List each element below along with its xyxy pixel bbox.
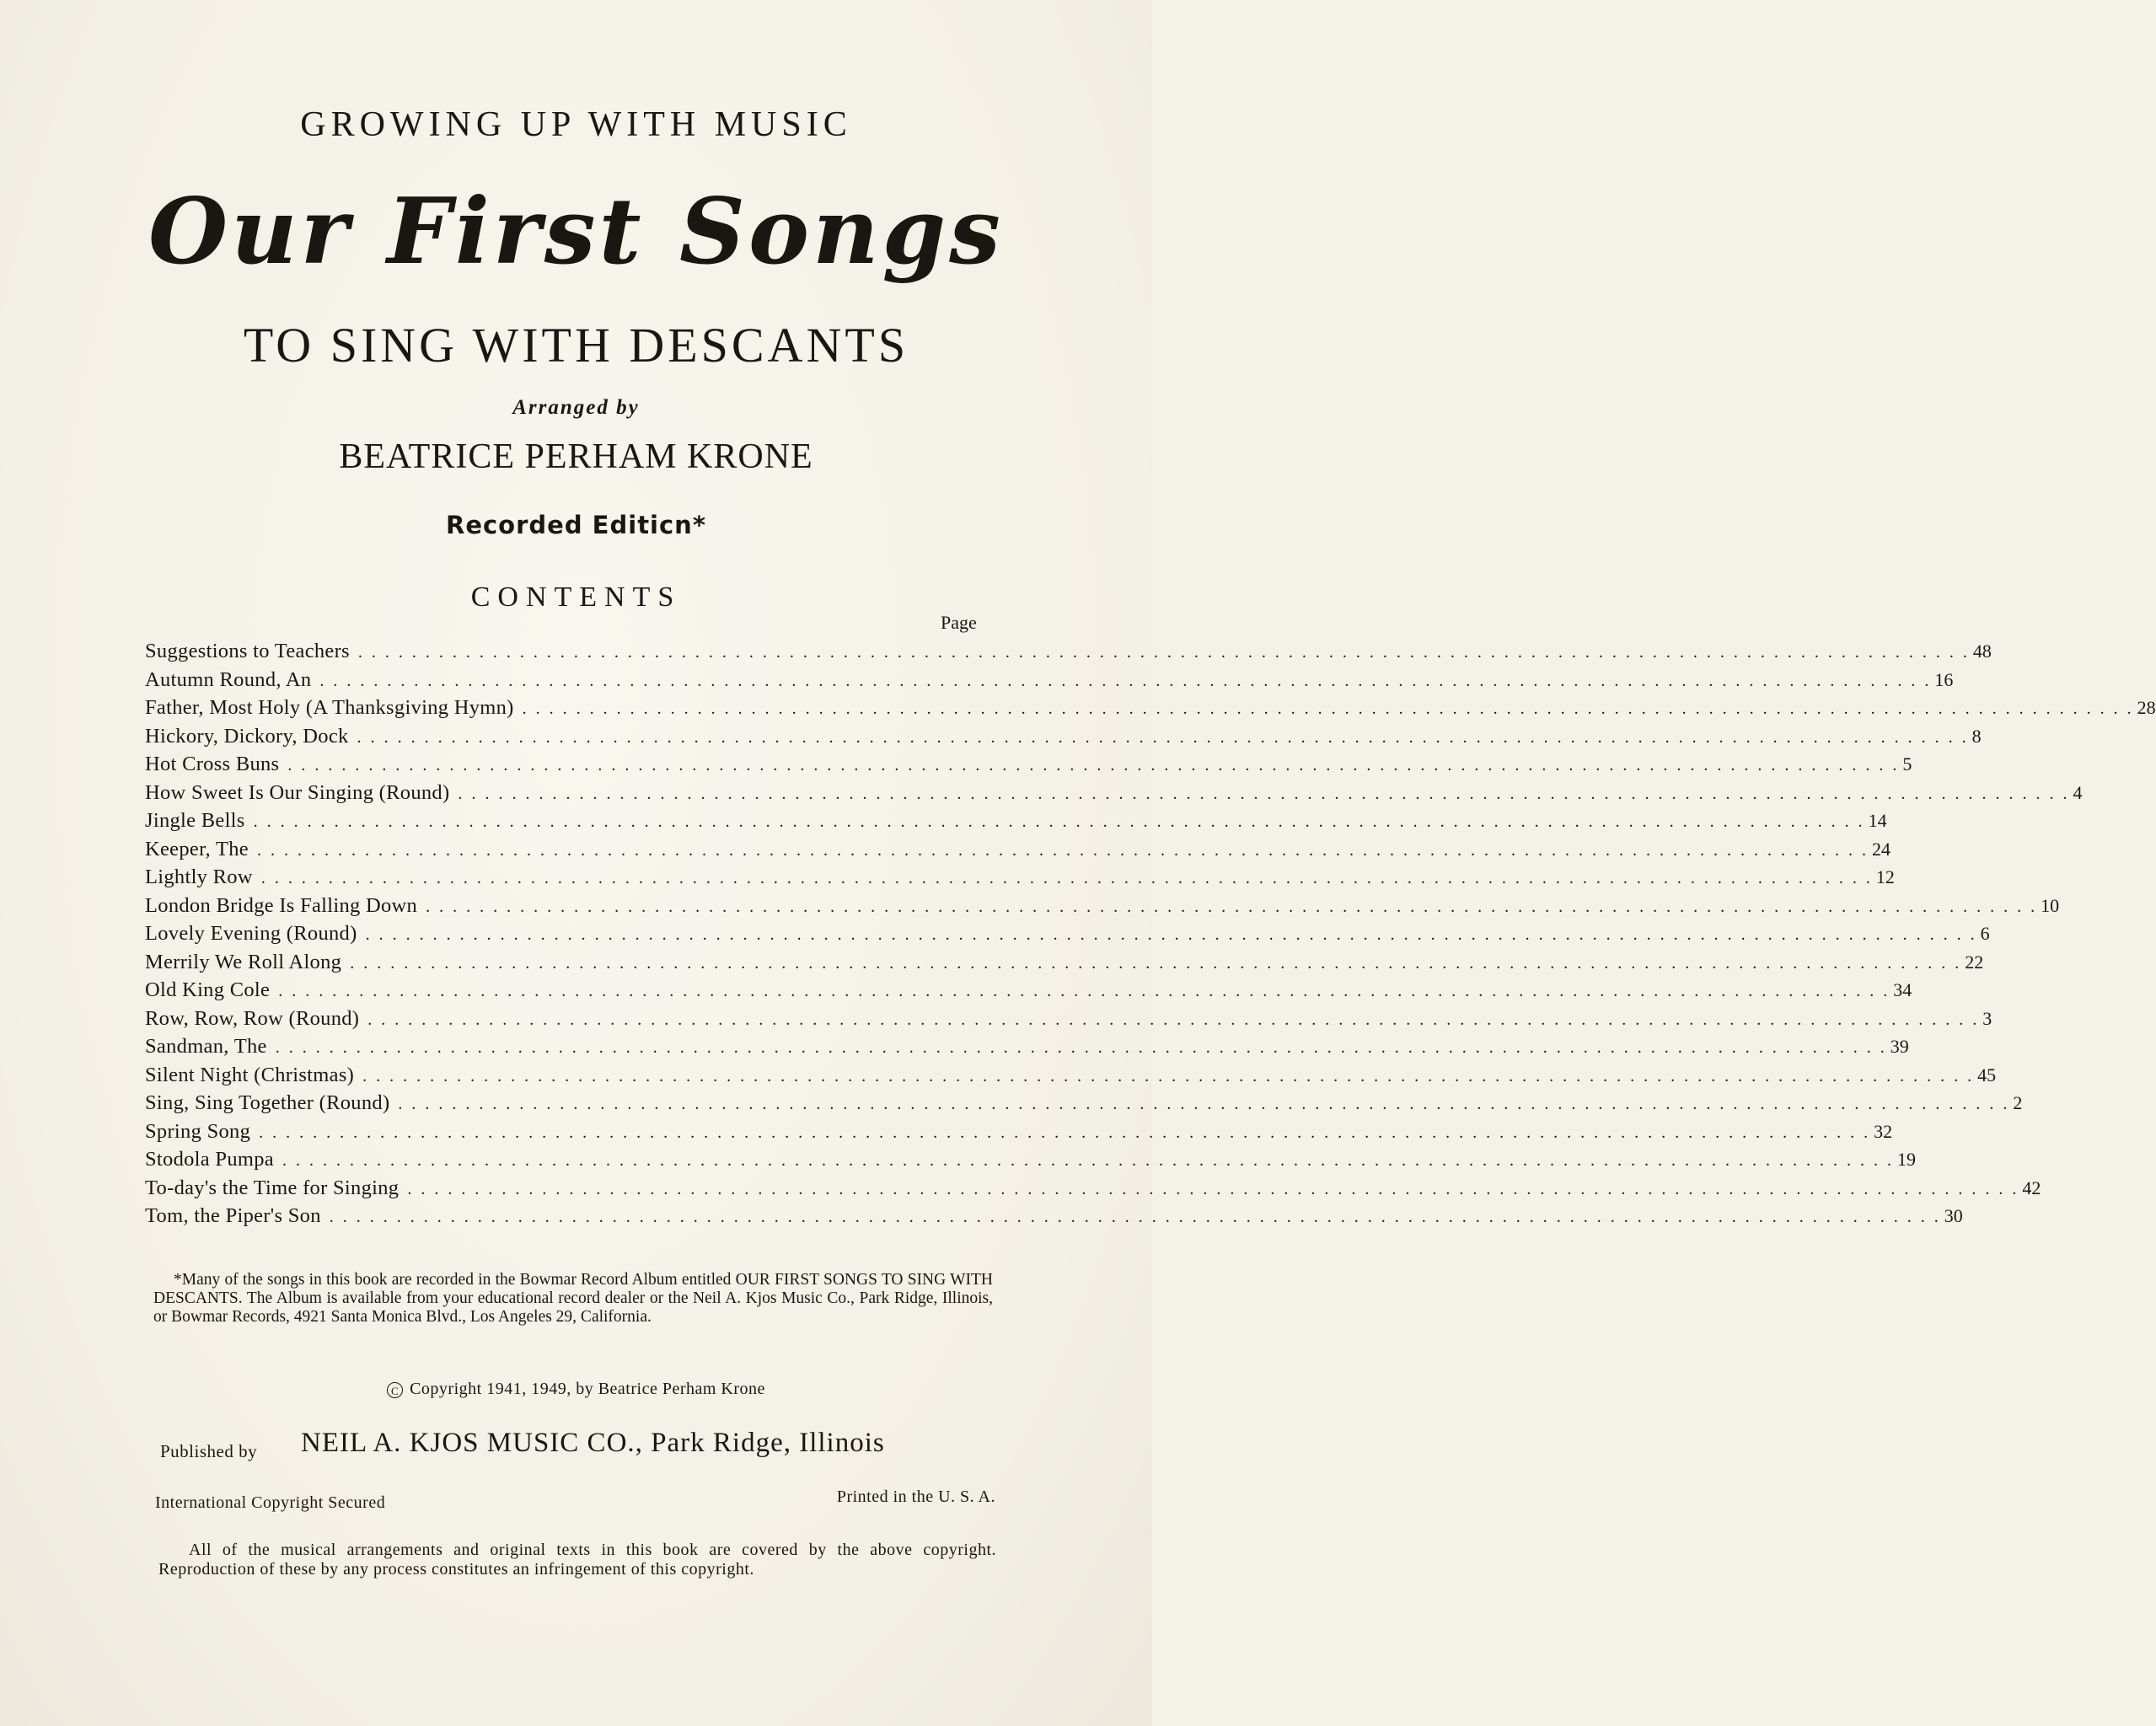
toc-entry-title: Merrily We Roll Along — [145, 950, 342, 973]
copyright-text: Copyright 1941, 1949, by Beatrice Perham Krone — [410, 1380, 765, 1398]
toc-leader-dots: . . . . . . . . . . . . . . . . . . . . . . . . . . . . . . . . . . . . . . . . . . . . . . . . . . . . . . . . . . . . . . . . . . . . . . . . . . . . . . . . . . . . . . . . . . . . . . . . . . . . . . . . . . . . . . . . . . . . . . . . — [253, 812, 1865, 831]
toc-entry — [145, 1145, 1916, 1174]
toc-entry-page: 14 — [1868, 810, 1887, 831]
toc-entry — [145, 1005, 1992, 1033]
toc-entry — [145, 637, 1992, 666]
toc-entry-page: 3 — [1982, 1007, 1992, 1029]
toc-entry-title: To-day's the Time for Singing — [145, 1176, 400, 1199]
toc-entry — [145, 1061, 1997, 1090]
toc-entry-page: 2 — [2013, 1092, 2023, 1113]
toc-leader-dots: . . . . . . . . . . . . . . . . . . . . . . . . . . . . . . . . . . . . . . . . . . . . . . . . . . . . . . . . . . . . . . . . . . . . . . . . . . . . . . . . . . . . . . . . . . . . . . . . . . . . . . . . . . . . . . . . . . . . . . . . — [282, 1151, 1894, 1170]
series-title: GROWING UP WITH MUSIC — [300, 105, 852, 144]
toc-entry-title: Father, Most Holy (A Thanksgiving Hymn) — [145, 696, 514, 719]
toc-entry — [145, 948, 1984, 977]
toc-entry-title: Sing, Sing Together (Round) — [145, 1091, 390, 1114]
publisher-name: NEIL A. KJOS MUSIC CO., Park Ridge, Illinois — [301, 1428, 885, 1458]
toc-entry-page: 42 — [2022, 1177, 2041, 1198]
toc-leader-dots: . . . . . . . . . . . . . . . . . . . . . . . . . . . . . . . . . . . . . . . . . . . . . . . . . . . . . . . . . . . . . . . . . . . . . . . . . . . . . . . . . . . . . . . . . . . . . . . . . . . . . . . . . . . . . . . . . . . . . . . . — [362, 1066, 1975, 1085]
toc-leader-dots: . . . . . . . . . . . . . . . . . . . . . . . . . . . . . . . . . . . . . . . . . . . . . . . . . . . . . . . . . . . . . . . . . . . . . . . . . . . . . . . . . . . . . . . . . . . . . . . . . . . . . . . . . . . . . . . . . . . . . . . . — [278, 982, 1891, 1000]
toc-entry-page: 22 — [1965, 951, 1984, 973]
copyright-icon: C — [387, 1382, 403, 1398]
toc-leader-dots: . . . . . . . . . . . . . . . . . . . . . . . . . . . . . . . . . . . . . . . . . . . . . . . . . . . . . . . . . . . . . . . . . . . . . . . . . . . . . . . . . . . . . . . . . . . . . . . . . . . . . . . . . . . . . . . . . . . . . . . . — [287, 756, 1900, 775]
arranged-by-label: Arranged by — [512, 396, 640, 419]
toc-entry-title: Row, Row, Row (Round) — [145, 1006, 360, 1030]
toc-entry — [145, 892, 2060, 920]
edition-label: Recorded Editicn* — [445, 511, 706, 539]
toc-leader-dots: . . . . . . . . . . . . . . . . . . . . . . . . . . . . . . . . . . . . . . . . . . . . . . . . . . . . . . . . . . . . . . . . . . . . . . . . . . . . . . . . . . . . . . . . . . . . . . . . . . . . . . . . . . . . . . . . . . . . . . . . — [319, 671, 1932, 690]
recording-footnote: *Many of the songs in this book are recorded in the Bowmar Record Album entitled OUR FIRST SONGS TO SING WITH DESCANTS. The Album is available from your educational record dealer or the Neil A. Kjos Music Co., Park Ridge, Illinois, or Bowmar Records, 4921 Santa Monica Blvd., Los Angeles 29, California. — [153, 1271, 993, 1326]
toc-leader-dots: . . . . . . . . . . . . . . . . . . . . . . . . . . . . . . . . . . . . . . . . . . . . . . . . . . . . . . . . . . . . . . . . . . . . . . . . . . . . . . . . . . . . . . . . . . . . . . . . . . . . . . . . . . . . . . . . . . . . . . . . — [357, 727, 1969, 747]
book-subtitle: TO SING WITH DESCANTS — [243, 318, 909, 373]
book-title: Our First Songs — [148, 179, 1004, 285]
toc-entry-page: 12 — [1875, 866, 1895, 887]
toc-entry-title: London Bridge Is Falling Down — [145, 893, 418, 917]
toc-leader-dots: . . . . . . . . . . . . . . . . . . . . . . . . . . . . . . . . . . . . . . . . . . . . . . . . . . . . . . . . . . . . . . . . . . . . . . . . . . . . . . . . . . . . . . . . . . . . . . . . . . . . . . . . . . . . . . . . . . . . . . . . — [357, 643, 1970, 662]
toc-entry — [145, 835, 1891, 864]
toc-leader-dots: . . . . . . . . . . . . . . . . . . . . . . . . . . . . . . . . . . . . . . . . . . . . . . . . . . . . . . . . . . . . . . . . . . . . . . . . . . . . . . . . . . . . . . . . . . . . . . . . . . . . . . . . . . . . . . . . . . . . . . . . — [329, 1208, 1941, 1226]
toc-leader-dots: . . . . . . . . . . . . . . . . . . . . . . . . . . . . . . . . . . . . . . . . . . . . . . . . . . . . . . . . . . . . . . . . . . . . . . . . . . . . . . . . . . . . . . . . . . . . . . . . . . . . . . . . . . . . . . . . . . . . . . . . — [365, 925, 1977, 944]
toc-entry-page: 4 — [2073, 781, 2083, 803]
toc-entry — [145, 694, 2156, 722]
author-name: BEATRICE PERHAM KRONE — [339, 437, 813, 476]
toc-entry-title: Spring Song — [145, 1119, 251, 1143]
toc-leader-dots: . . . . . . . . . . . . . . . . . . . . . . . . . . . . . . . . . . . . . . . . . . . . . . . . . . . . . . . . . . . . . . . . . . . . . . . . . . . . . . . . . . . . . . . . . . . . . . . . . . . . . . . . . . . . . . . . . . . . . . . . — [398, 1095, 2010, 1113]
toc-entry — [145, 1118, 1893, 1146]
toc-entry — [145, 919, 1990, 948]
toc-entry-title: Stodola Pumpa — [145, 1148, 274, 1171]
toc-entry — [145, 863, 1895, 892]
contents-heading: CONTENTS — [470, 582, 682, 613]
toc-entry-page: 10 — [2041, 894, 2060, 916]
toc-entry-title: Jingle Bells — [145, 809, 245, 832]
toc-entry-title: Suggestions to Teachers — [145, 640, 350, 662]
toc-entry-title: Lightly Row — [145, 866, 253, 888]
copyright-line — [0, 1380, 1152, 1399]
toc-leader-dots: . . . . . . . . . . . . . . . . . . . . . . . . . . . . . . . . . . . . . . . . . . . . . . . . . . . . . . . . . . . . . . . . . . . . . . . . . . . . . . . . . . . . . . . . . . . . . . . . . . . . . . . . . . . . . . . . . . . . . . . . — [458, 784, 2070, 803]
toc-entry-page: 28 — [2137, 697, 2156, 718]
toc-entry-page: 8 — [1971, 725, 1982, 747]
toc-entry — [145, 1089, 2023, 1118]
toc-leader-dots: . . . . . . . . . . . . . . . . . . . . . . . . . . . . . . . . . . . . . . . . . . . . . . . . . . . . . . . . . . . . . . . . . . . . . . . . . . . . . . . . . . . . . . . . . . . . . . . . . . . . . . . . . . . . . . . . . . . . . . . . — [407, 1179, 2019, 1198]
toc-entry-page: 48 — [1972, 641, 1992, 662]
toc-leader-dots: . . . . . . . . . . . . . . . . . . . . . . . . . . . . . . . . . . . . . . . . . . . . . . . . . . . . . . . . . . . . . . . . . . . . . . . . . . . . . . . . . . . . . . . . . . . . . . . . . . . . . . . . . . . . . . . . . . . . . . . . — [256, 840, 1869, 860]
toc-entry-page: 5 — [1902, 753, 1912, 775]
table-of-contents — [145, 637, 2156, 1230]
toc-entry — [145, 779, 2083, 807]
toc-entry-page: 32 — [1874, 1120, 1893, 1142]
page-column-label: Page — [941, 612, 977, 633]
published-by-label: Published by — [160, 1441, 258, 1461]
international-copyright: International Copyright Secured — [155, 1493, 386, 1512]
toc-entry-title: Keeper, The — [145, 837, 249, 860]
toc-entry — [145, 722, 1982, 751]
toc-leader-dots: . . . . . . . . . . . . . . . . . . . . . . . . . . . . . . . . . . . . . . . . . . . . . . . . . . . . . . . . . . . . . . . . . . . . . . . . . . . . . . . . . . . . . . . . . . . . . . . . . . . . . . . . . . . . . . . . . . . . . . . . — [259, 1123, 1871, 1142]
toc-entry-page: 19 — [1896, 1149, 1916, 1170]
toc-entry-title: Old King Cole — [145, 978, 271, 1001]
toc-entry-title: Silent Night (Christmas) — [145, 1063, 355, 1086]
toc-entry-title: How Sweet Is Our Singing (Round) — [145, 780, 450, 804]
toc-entry-title: Hot Cross Buns — [145, 753, 280, 775]
toc-leader-dots: . . . . . . . . . . . . . . . . . . . . . . . . . . . . . . . . . . . . . . . . . . . . . . . . . . . . . . . . . . . . . . . . . . . . . . . . . . . . . . . . . . . . . . . . . . . . . . . . . . . . . . . . . . . . . . . . . . . . . . . . — [275, 1038, 1887, 1057]
toc-entry-page: 16 — [1934, 668, 1954, 690]
toc-entry — [145, 807, 1887, 835]
toc-leader-dots: . . . . . . . . . . . . . . . . . . . . . . . . . . . . . . . . . . . . . . . . . . . . . . . . . . . . . . . . . . . . . . . . . . . . . . . . . . . . . . . . . . . . . . . . . . . . . . . . . . . . . . . . . . . . . . . . . . . . . . . . — [350, 953, 1962, 973]
copyright-notice: All of the musical arrangements and original texts in this book are covered by the above copyright. Reproduction of these by any process constitutes an infringement of this copyright. — [158, 1541, 996, 1579]
toc-entry-title: Autumn Round, An — [145, 667, 312, 691]
toc-entry-title: Tom, the Piper's Son — [145, 1204, 321, 1227]
toc-entry-page: 30 — [1944, 1205, 1963, 1226]
toc-leader-dots: . . . . . . . . . . . . . . . . . . . . . . . . . . . . . . . . . . . . . . . . . . . . . . . . . . . . . . . . . . . . . . . . . . . . . . . . . . . . . . . . . . . . . . . . . . . . . . . . . . . . . . . . . . . . . . . . . . . . . . . . — [426, 897, 2038, 916]
toc-entry — [145, 1032, 1909, 1061]
printed-in-label: Printed in the U. S. A. — [836, 1487, 995, 1506]
toc-entry — [145, 1202, 1963, 1230]
toc-entry-title: Hickory, Dickory, Dock — [145, 724, 349, 748]
toc-entry — [145, 666, 1954, 694]
toc-entry-title: Sandman, The — [145, 1035, 267, 1058]
toc-leader-dots: . . . . . . . . . . . . . . . . . . . . . . . . . . . . . . . . . . . . . . . . . . . . . . . . . . . . . . . . . . . . . . . . . . . . . . . . . . . . . . . . . . . . . . . . . . . . . . . . . . . . . . . . . . . . . . . . . . . . . . . . — [367, 1010, 1980, 1029]
toc-entry-page: 39 — [1890, 1036, 1909, 1057]
toc-entry — [145, 750, 1912, 779]
toc-entry-page: 34 — [1893, 979, 1912, 1000]
toc-entry — [145, 1174, 2041, 1203]
toc-leader-dots: . . . . . . . . . . . . . . . . . . . . . . . . . . . . . . . . . . . . . . . . . . . . . . . . . . . . . . . . . . . . . . . . . . . . . . . . . . . . . . . . . . . . . . . . . . . . . . . . . . . . . . . . . . . . . . . . . . . . . . . . — [522, 700, 2134, 718]
toc-entry-title: Lovely Evening (Round) — [145, 922, 357, 945]
toc-entry-page: 6 — [1980, 923, 1990, 944]
toc-entry — [145, 976, 1912, 1005]
toc-entry-page: 45 — [1977, 1064, 1997, 1085]
toc-entry-page: 24 — [1871, 838, 1891, 860]
toc-leader-dots: . . . . . . . . . . . . . . . . . . . . . . . . . . . . . . . . . . . . . . . . . . . . . . . . . . . . . . . . . . . . . . . . . . . . . . . . . . . . . . . . . . . . . . . . . . . . . . . . . . . . . . . . . . . . . . . . . . . . . . . . — [260, 869, 1873, 887]
